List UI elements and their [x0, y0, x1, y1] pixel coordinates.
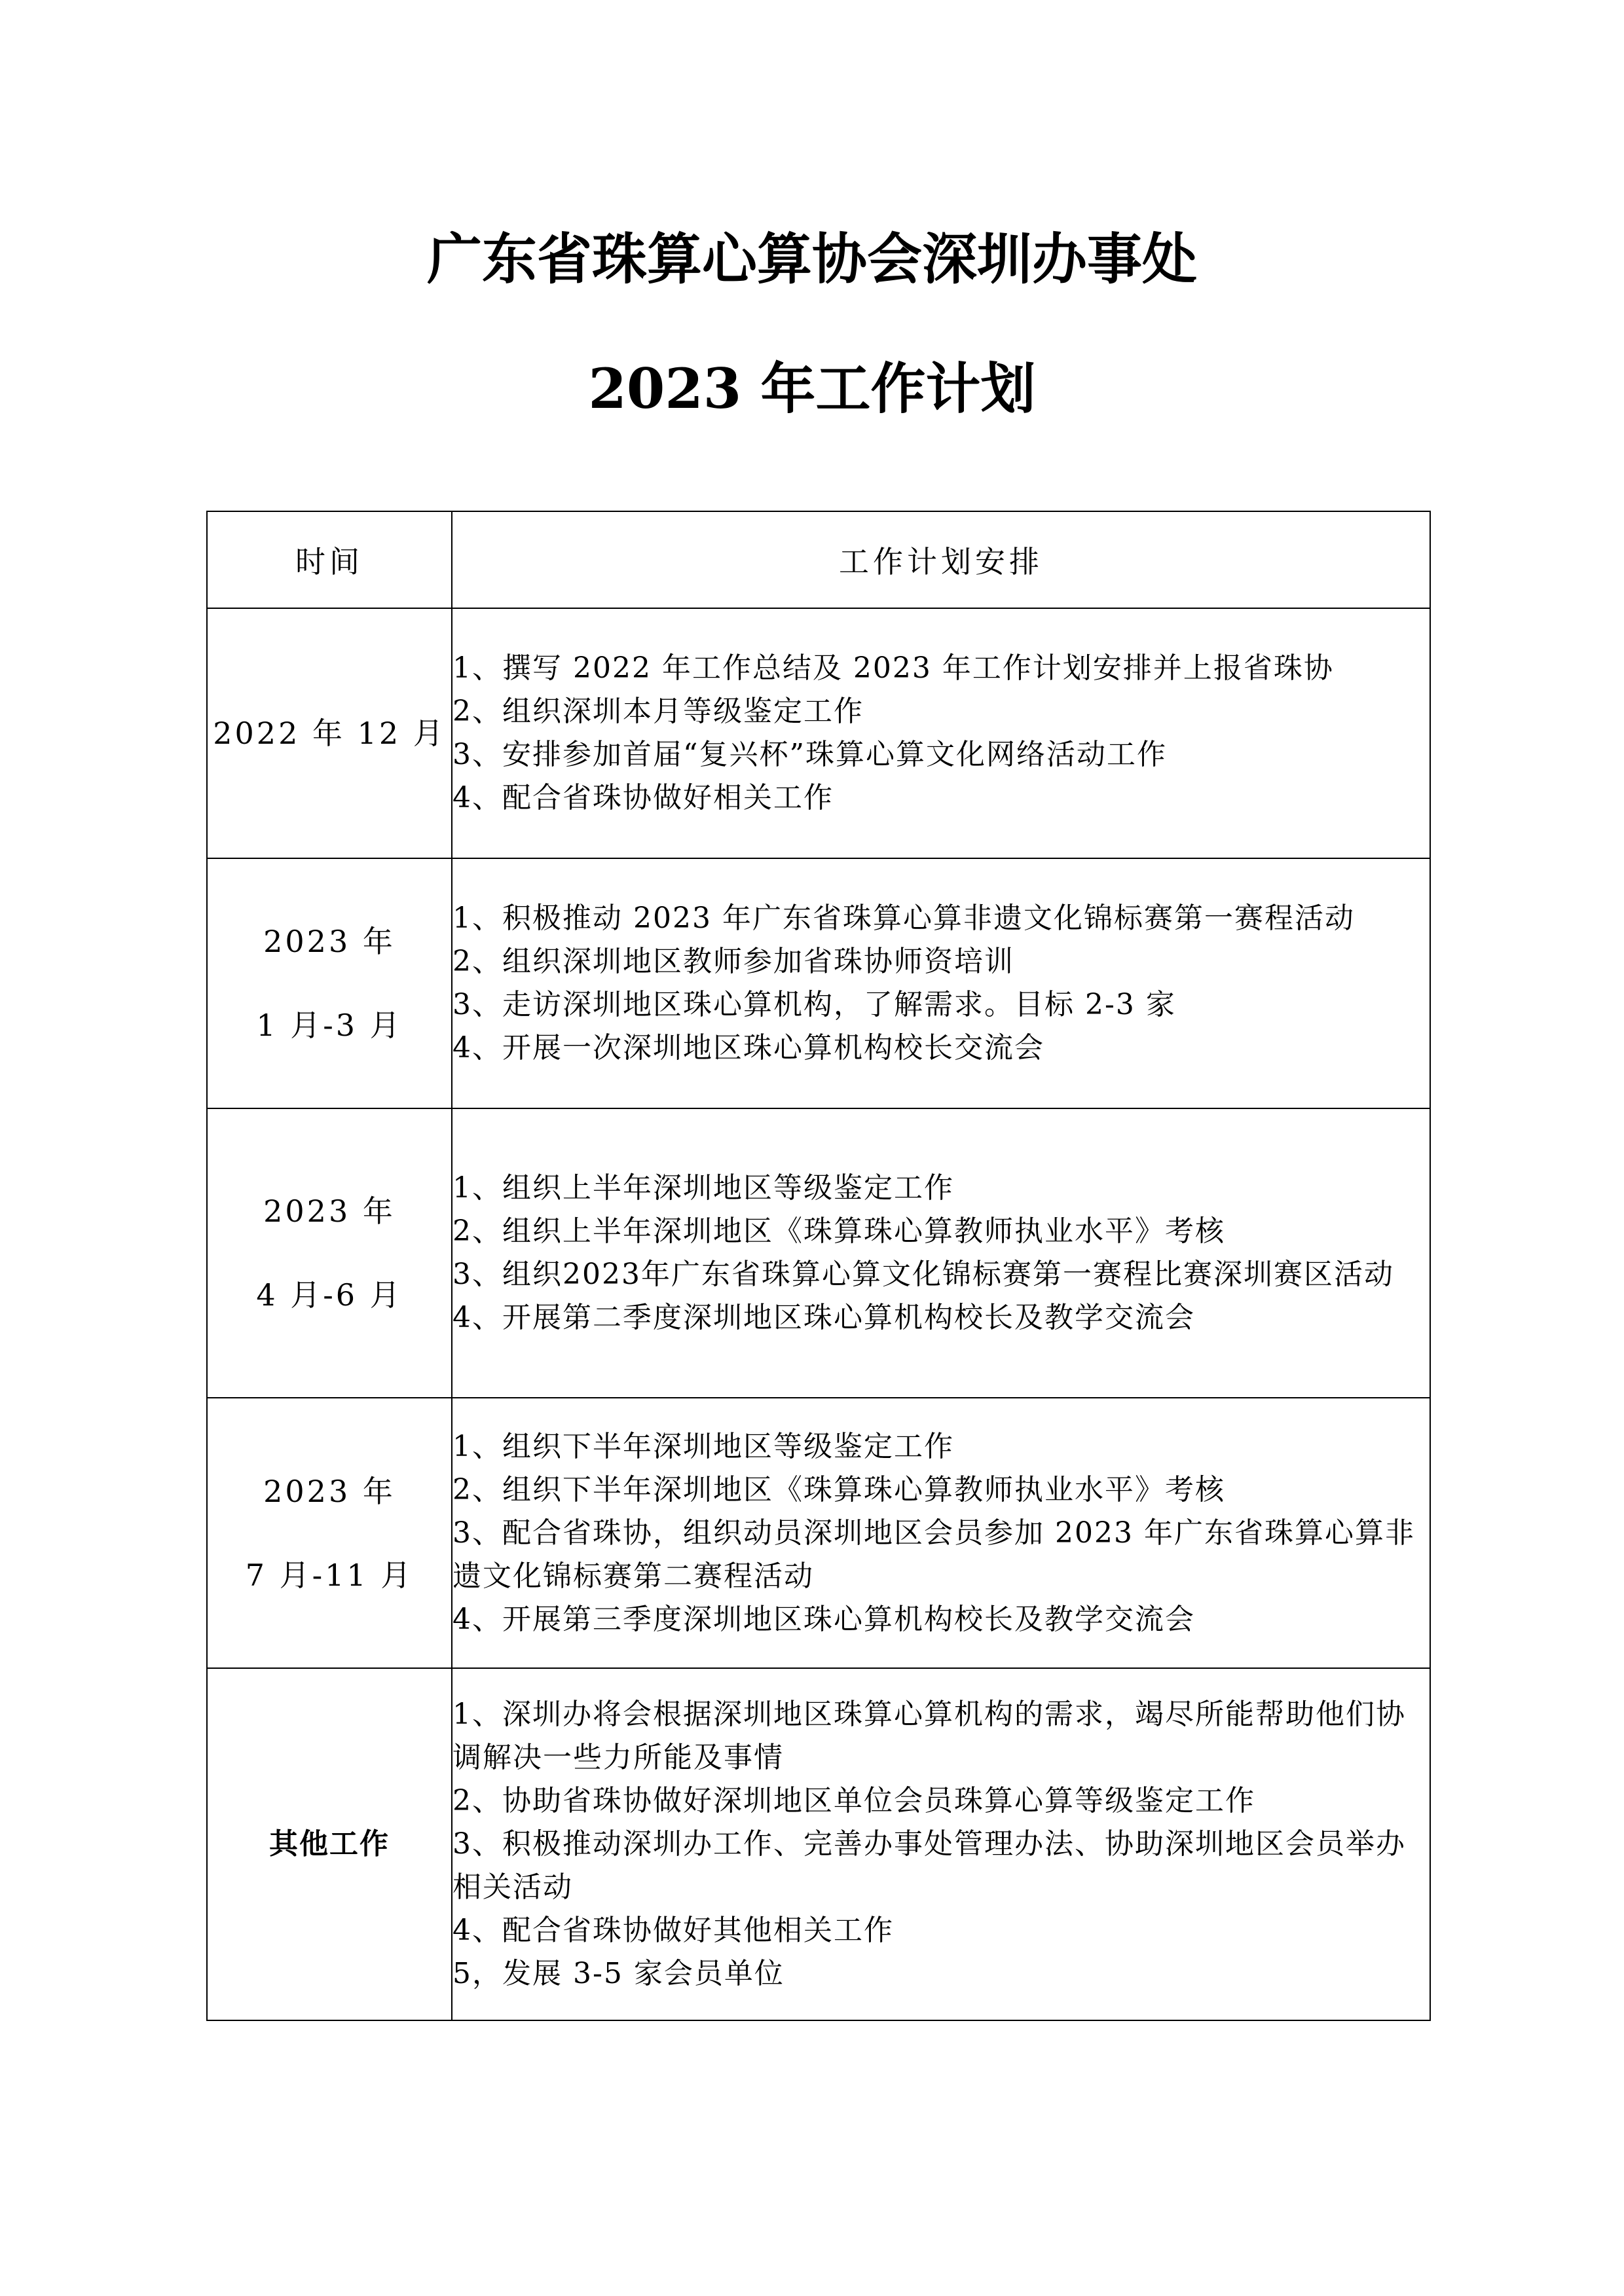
plan-item: 2、协助省珠协做好深圳地区单位会员珠算心算等级鉴定工作 — [452, 1784, 1255, 1817]
plan-item: 4、开展一次深圳地区珠心算机构校长交流会 — [452, 1031, 1044, 1065]
header-plan-label: 工作计划安排 — [839, 544, 1043, 579]
plan-cell — [452, 1108, 1430, 1398]
document-title: 广东省珠算心算协会深圳办事处 — [426, 227, 1197, 291]
header-plan — [452, 511, 1430, 608]
time-label-months: 1 月-3 月 — [256, 1008, 403, 1043]
plan-item: 3、组织2023年广东省珠算心算文化锦标赛第一赛程比赛深圳赛区活动 — [452, 1258, 1394, 1291]
plan-item: 3、安排参加首届“复兴杯”珠算心算文化网络活动工作 — [452, 738, 1167, 771]
plan-item: 4、开展第二季度深圳地区珠心算机构校长及教学交流会 — [452, 1301, 1195, 1334]
plan-item: 4、开展第三季度深圳地区珠心算机构校长及教学交流会 — [452, 1602, 1195, 1636]
time-label-year: 2023 年 — [263, 1194, 396, 1229]
plan-item: 3、积极推动深圳办工作、完善办事处管理办法、协助深圳地区会员举办相关活动 — [452, 1827, 1406, 1904]
table-header-row — [207, 511, 1430, 608]
time-label-months: 7 月-11 月 — [245, 1557, 414, 1593]
time-label: 其他工作 — [269, 1827, 390, 1861]
time-label-year: 2023 年 — [263, 1473, 396, 1509]
time-cell — [207, 608, 452, 858]
plan-item: 1、积极推动 2023 年广东省珠算心算非遗文化锦标赛第一赛程活动 — [452, 902, 1355, 935]
plan-cell — [452, 1398, 1430, 1668]
header-time — [207, 511, 452, 608]
time-cell — [207, 1398, 452, 1668]
plan-item: 3、走访深圳地区珠心算机构，了解需求。目标 2-3 家 — [452, 988, 1176, 1021]
time-cell — [207, 858, 452, 1108]
document-subtitle: 2023 年工作计划 — [588, 356, 1036, 421]
table-row — [207, 1398, 1430, 1668]
plan-cell — [452, 608, 1430, 858]
table-row — [207, 608, 1430, 858]
time-cell — [207, 1108, 452, 1398]
time-label: 2022 年 12 月 — [213, 716, 446, 751]
plan-item: 2、组织下半年深圳地区《珠算珠心算教师执业水平》考核 — [452, 1472, 1225, 1506]
plan-item: 2、组织上半年深圳地区《珠算珠心算教师执业水平》考核 — [452, 1214, 1225, 1248]
table-row — [207, 858, 1430, 1108]
plan-item: 1、组织下半年深圳地区等级鉴定工作 — [452, 1429, 954, 1463]
plan-item: 4、配合省珠协做好相关工作 — [452, 781, 834, 814]
time-cell — [207, 1668, 452, 2020]
plan-item: 1、撰写 2022 年工作总结及 2023 年工作计划安排并上报省珠协 — [452, 651, 1334, 685]
time-label-months: 4 月-6 月 — [256, 1277, 403, 1313]
plan-item: 4、配合省珠协做好其他相关工作 — [452, 1914, 894, 1947]
plan-cell — [452, 1668, 1430, 2020]
table-row — [207, 1108, 1430, 1398]
time-label-year: 2023 年 — [263, 924, 396, 959]
header-time-label: 时间 — [295, 544, 363, 579]
plan-item: 5，发展 3-5 家会员单位 — [452, 1957, 784, 1990]
plan-item: 1、深圳办将会根据深圳地区珠算心算机构的需求，竭尽所能帮助他们协调解决一些力所能及事情 — [452, 1698, 1406, 1774]
plan-item: 3、配合省珠协，组织动员深圳地区会员参加 2023 年广东省珠算心算非遗文化锦标赛第二赛程活动 — [452, 1516, 1415, 1593]
table-row — [207, 1668, 1430, 2020]
plan-item: 1、组织上半年深圳地区等级鉴定工作 — [452, 1171, 954, 1205]
plan-item: 2、组织深圳本月等级鉴定工作 — [452, 695, 864, 728]
work-plan-table — [206, 511, 1431, 2021]
plan-item: 2、组织深圳地区教师参加省珠协师资培训 — [452, 945, 1014, 978]
plan-cell — [452, 858, 1430, 1108]
